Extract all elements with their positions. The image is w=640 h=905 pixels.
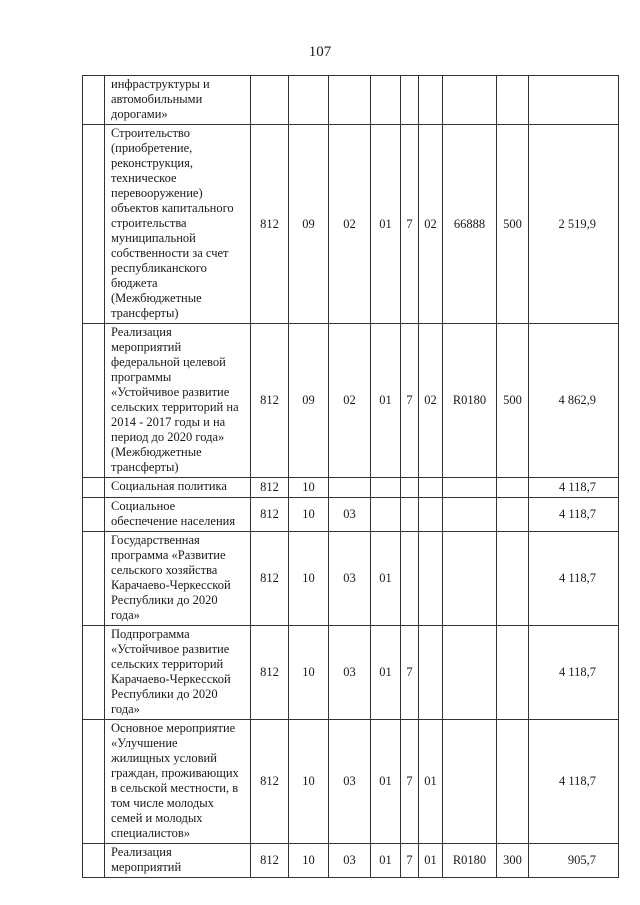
cell-vr (497, 532, 529, 626)
cell-pr: 02 (329, 324, 371, 478)
budget-table (82, 75, 619, 878)
table-row (83, 125, 619, 324)
cell-pr (329, 478, 371, 498)
cell-vr: 500 (497, 324, 529, 478)
cell-sum: 4 118,7 (529, 532, 619, 626)
table-row (83, 76, 619, 125)
cell-dir (443, 478, 497, 498)
table-row (83, 498, 619, 532)
cell-vr (497, 76, 529, 125)
cell-pr: 03 (329, 626, 371, 720)
cell-dir: 66888 (443, 125, 497, 324)
cell-om: 02 (419, 125, 443, 324)
cell-sum: 4 862,9 (529, 324, 619, 478)
row-index-cell (83, 720, 105, 844)
cell-ved: 812 (251, 498, 289, 532)
cell-pp: 7 (401, 626, 419, 720)
cell-ved: 812 (251, 125, 289, 324)
cell-om: 02 (419, 324, 443, 478)
cell-dir (443, 720, 497, 844)
cell-sum: 4 118,7 (529, 626, 619, 720)
row-index-cell (83, 76, 105, 125)
cell-pp: 7 (401, 125, 419, 324)
cell-dir: R0180 (443, 324, 497, 478)
cell-om (419, 498, 443, 532)
cell-ved: 812 (251, 844, 289, 878)
cell-pp (401, 76, 419, 125)
cell-pp: 7 (401, 844, 419, 878)
cell-ved: 812 (251, 626, 289, 720)
cell-gp (371, 76, 401, 125)
row-index-cell (83, 125, 105, 324)
cell-sum (529, 76, 619, 125)
cell-gp: 01 (371, 324, 401, 478)
cell-rz: 10 (289, 626, 329, 720)
cell-gp: 01 (371, 532, 401, 626)
cell-pr: 03 (329, 532, 371, 626)
cell-pp (401, 478, 419, 498)
cell-vr (497, 478, 529, 498)
cell-rz: 10 (289, 498, 329, 532)
cell-name: Реализация мероприятий федеральной целевой программы «Устойчивое развитие сельских территорий на 2014 - 2017 годы и на период до 2020 года» (Межбюджетные трансферты) (105, 324, 251, 478)
row-index-cell (83, 324, 105, 478)
cell-name: Социальное обеспечение населения (105, 498, 251, 532)
cell-name: Реализация мероприятий (105, 844, 251, 878)
row-index-cell (83, 532, 105, 626)
cell-rz: 09 (289, 125, 329, 324)
table-row (83, 478, 619, 498)
cell-sum: 4 118,7 (529, 720, 619, 844)
cell-gp (371, 498, 401, 532)
cell-ved (251, 76, 289, 125)
page-number: 107 (308, 44, 332, 60)
table-row (83, 532, 619, 626)
cell-name: Строительство (приобретение, реконструкция, техническое перевооружение) объектов капитального строительства муниципальной собственности за счет республиканского бюджета (Межбюджетные трансферты) (105, 125, 251, 324)
cell-name: Государственная программа «Развитие сельского хозяйства Карачаево-Черкесской Республики до 2020 года» (105, 532, 251, 626)
cell-name: инфраструктуры и автомобильными дорогами» (105, 76, 251, 125)
cell-vr (497, 626, 529, 720)
cell-sum: 2 519,9 (529, 125, 619, 324)
row-index-cell (83, 478, 105, 498)
cell-vr: 500 (497, 125, 529, 324)
cell-om (419, 478, 443, 498)
table-row (83, 844, 619, 878)
cell-rz: 09 (289, 324, 329, 478)
cell-dir (443, 626, 497, 720)
cell-vr: 300 (497, 844, 529, 878)
cell-rz: 10 (289, 844, 329, 878)
cell-om: 01 (419, 720, 443, 844)
cell-dir (443, 76, 497, 125)
table-row (83, 324, 619, 478)
cell-om (419, 532, 443, 626)
cell-pr (329, 76, 371, 125)
cell-dir (443, 532, 497, 626)
table-body (83, 76, 619, 878)
row-index-cell (83, 844, 105, 878)
cell-pr: 03 (329, 498, 371, 532)
cell-ved: 812 (251, 478, 289, 498)
cell-name: Основное мероприятие «Улучшение жилищных условий граждан, проживающих в сельской местности, в том числе молодых семей и молодых специалистов» (105, 720, 251, 844)
cell-om: 01 (419, 844, 443, 878)
cell-rz: 10 (289, 720, 329, 844)
cell-dir (443, 498, 497, 532)
cell-gp: 01 (371, 720, 401, 844)
cell-pp (401, 498, 419, 532)
cell-vr (497, 498, 529, 532)
cell-gp: 01 (371, 844, 401, 878)
row-index-cell (83, 626, 105, 720)
cell-pr: 03 (329, 844, 371, 878)
cell-rz: 10 (289, 532, 329, 626)
cell-ved: 812 (251, 720, 289, 844)
cell-pr: 03 (329, 720, 371, 844)
cell-pp (401, 532, 419, 626)
cell-pp: 7 (401, 720, 419, 844)
cell-dir: R0180 (443, 844, 497, 878)
cell-pr: 02 (329, 125, 371, 324)
cell-pp: 7 (401, 324, 419, 478)
cell-sum: 905,7 (529, 844, 619, 878)
cell-om (419, 626, 443, 720)
cell-vr (497, 720, 529, 844)
cell-om (419, 76, 443, 125)
table-row (83, 720, 619, 844)
cell-name: Подпрограмма «Устойчивое развитие сельских территорий Карачаево-Черкесской Республики до 2020 года» (105, 626, 251, 720)
cell-sum: 4 118,7 (529, 478, 619, 498)
cell-rz: 10 (289, 478, 329, 498)
cell-rz (289, 76, 329, 125)
cell-sum: 4 118,7 (529, 498, 619, 532)
row-index-cell (83, 498, 105, 532)
cell-gp (371, 478, 401, 498)
cell-gp: 01 (371, 125, 401, 324)
cell-name: Социальная политика (105, 478, 251, 498)
cell-ved: 812 (251, 324, 289, 478)
cell-ved: 812 (251, 532, 289, 626)
cell-gp: 01 (371, 626, 401, 720)
table-row (83, 626, 619, 720)
